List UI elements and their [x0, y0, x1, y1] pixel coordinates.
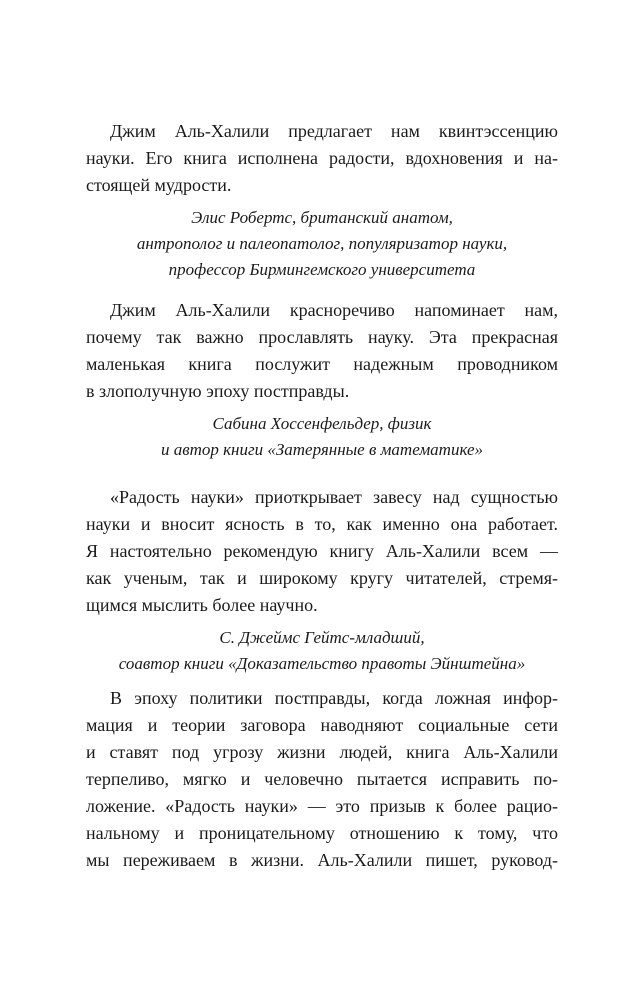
quote-line: терпеливо, мягко и человечно пытается исправить по- — [86, 769, 558, 789]
blurb — [86, 685, 558, 874]
attribution-line: Элис Робертс, британский анатом, — [191, 208, 453, 227]
attribution-line: профессор Бирмингемского университета — [168, 260, 476, 279]
quote-line: нальному и проницательному отношению к тому, что — [86, 823, 558, 843]
blurb-quote — [86, 297, 558, 405]
quote-line: почему так важно прославлять науку. Эта прекрасная — [86, 327, 558, 347]
quote-line: «Радость науки» приоткрывает завесу над сущностью — [110, 487, 558, 507]
quote-line: Я настоятельно рекомендую книгу Аль-Халили всем — — [86, 541, 558, 561]
quote-line: науки и вносит ясность в то, как именно она работает. — [86, 514, 558, 534]
attribution-line: и автор книги «Затерянные в математике» — [160, 440, 484, 459]
quote-line: Джим Аль-Халили красноречиво напоминает нам, — [110, 300, 558, 320]
quote-line: как ученым, так и широкому кругу читателей, стремя- — [86, 568, 558, 588]
blurb — [86, 297, 558, 463]
blurb — [86, 484, 558, 677]
blurb-quote — [86, 118, 558, 199]
blurb-quote — [86, 484, 558, 619]
attribution-line: С. Джеймс Гейтс-младший, — [219, 628, 425, 647]
attribution-line: антрополог и палеопатолог, популяризатор науки, — [136, 234, 508, 253]
quote-line: маленькая книга послужит надежным проводником — [86, 354, 558, 374]
quote-line: В эпоху политики постправды, когда ложная инфор- — [110, 688, 558, 708]
blurb — [86, 118, 558, 283]
blurb-quote — [86, 685, 558, 874]
blurb-attribution — [86, 205, 558, 283]
quote-line: стоящей мудрости. — [86, 175, 232, 195]
attribution-line: Сабина Хоссенфельдер, физик — [212, 414, 432, 433]
quote-line: ложение. «Радость науки» — это призыв к более рацио- — [86, 796, 558, 816]
quote-line: щимся мыслить более научно. — [86, 595, 318, 615]
quote-line: в злополучную эпоху постправды. — [86, 381, 350, 401]
quote-line: мация и теории заговора наводняют социальные сети — [86, 715, 558, 735]
quote-line: и ставят под угрозу жизни людей, книга Аль-Халили — [86, 742, 558, 762]
blurb-attribution — [86, 625, 558, 677]
quote-line: науки. Его книга исполнена радости, вдохновения и на- — [86, 148, 558, 168]
blurb-attribution — [86, 411, 558, 463]
quote-line: Джим Аль-Халили предлагает нам квинтэссенцию — [110, 121, 558, 141]
quote-line: мы переживаем в жизни. Аль-Халили пишет, руковод- — [86, 850, 558, 870]
attribution-line: соавтор книги «Доказательство правоты Эйнштейна» — [118, 654, 526, 673]
